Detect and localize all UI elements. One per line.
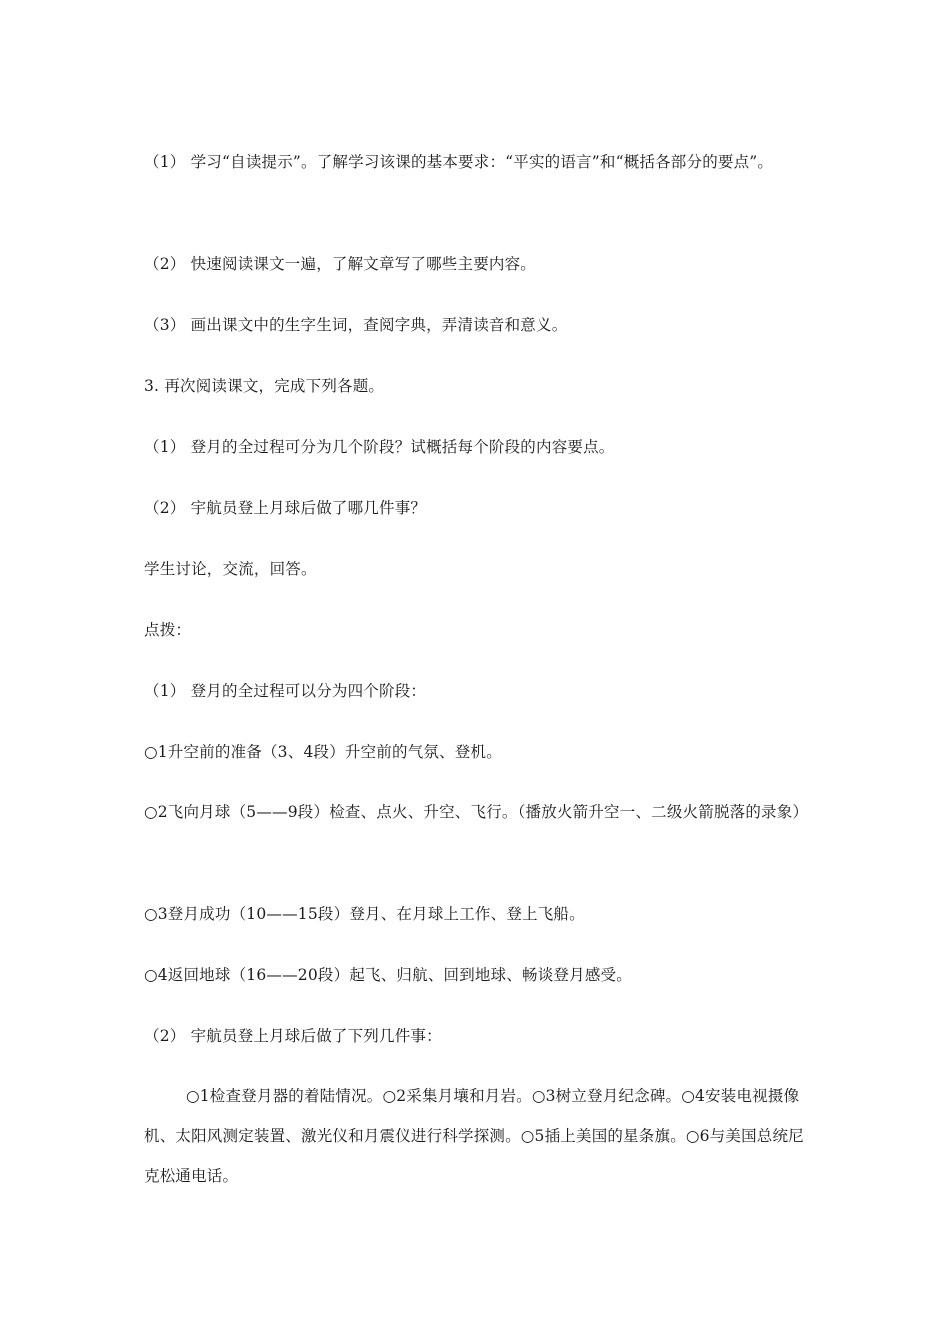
paragraph-reread-heading: 3. 再次阅读课文，完成下列各题。 xyxy=(144,377,385,395)
stage-item-2: ○2飞向月球（5——9段）检查、点火、升空、飞行。（播放火箭升空一、二级火箭脱落的录象） xyxy=(144,803,809,821)
paragraph-discussion: 学生讨论，交流，回答。 xyxy=(144,560,317,578)
answer-four-stages: （1） 登月的全过程可以分为四个阶段： xyxy=(144,682,427,700)
paragraph-self-reading-tips: （1） 学习“自读提示”。了解学习该课的基本要求：“平实的语言”和“概括各部分的要点”。 xyxy=(144,153,774,171)
paragraph-new-words: （3） 画出课文中的生字生词，查阅字典，弄清读音和意义。 xyxy=(144,316,568,334)
answer-astronaut-tasks: （2） 宇航员登上月球后做了下列几件事： xyxy=(144,1027,442,1045)
tasks-list: ○1检查登月器的着陆情况。○2采集月壤和月岩。○3树立登月纪念碑。○4安装电视摄像机、太阳风测定装置、激光仪和月震仪进行科学探测。○5插上美国的星条旗。○6与美国总统尼克松通电话。 xyxy=(144,1087,804,1185)
question-astronaut-tasks: （2） 宇航员登上月球后做了哪几件事？ xyxy=(144,499,427,517)
paragraph-quick-reading: （2） 快速阅读课文一遍，了解文章写了哪些主要内容。 xyxy=(144,255,536,273)
stage-item-3: ○3登月成功（10——15段）登月、在月球上工作、登上飞船。 xyxy=(144,905,585,923)
question-stages: （1） 登月的全过程可分为几个阶段？试概括每个阶段的内容要点。 xyxy=(144,438,615,456)
paragraph-hint-label: 点拨： xyxy=(144,621,192,639)
stage-item-1: ○1升空前的准备（3、4段）升空前的气氛、登机。 xyxy=(144,743,502,761)
stage-item-4: ○4返回地球（16——20段）起飞、归航、回到地球、畅谈登月感受。 xyxy=(144,966,632,984)
